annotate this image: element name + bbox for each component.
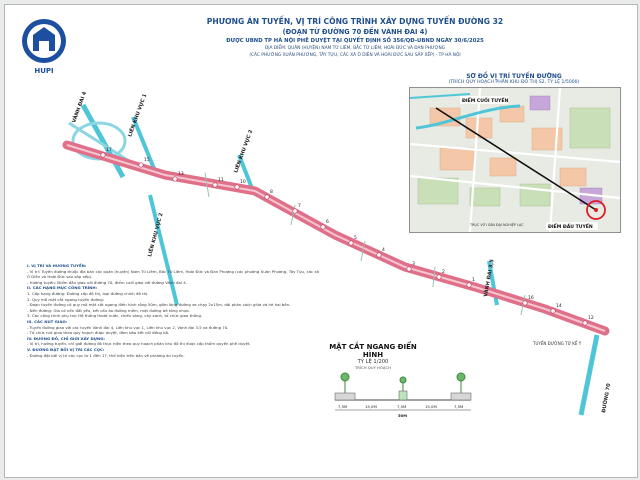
station-dot: [139, 163, 143, 167]
note-paragraph: - Vị trí, hướng tuyến, chỉ giới đường đỏ thực hiện theo quy hoạch phân khu đô thị được cấp thẩm quyền phê duyệt.: [27, 341, 251, 347]
station-dot: [551, 309, 555, 313]
cross-section: [335, 373, 471, 418]
note-heading: I. VỊ TRÍ VÀ HƯỚNG TUYẾN:: [27, 263, 87, 268]
station-number: 6: [326, 220, 329, 225]
station-number: 2: [442, 270, 445, 275]
approval-line: ĐƯỢC UBND TP HÀ NỘI PHÊ DUYỆT TẠI QUYẾT ĐỊNH SỐ 356/QĐ-UBND NGÀY 30/6/2025: [226, 38, 484, 44]
inset-map: [409, 87, 621, 233]
station-dot: [583, 321, 587, 325]
station-dot: [467, 283, 471, 287]
station-dot: [101, 153, 105, 157]
title-line2: (ĐOẠN TỪ ĐƯỜNG 70 ĐẾN VÀNH ĐAI 4): [282, 28, 428, 36]
cross-section-title: MẶT CẮT NGANG ĐIỂN HÌNH: [329, 343, 417, 359]
label-lien-khu-vuc-2-upper: LIÊN KHU VỰC 2: [233, 129, 255, 174]
inset-map-drawing: [410, 88, 620, 232]
note-paragraph: 3. Các công trình phụ trợ: Hệ thống thoát nước, chiếu sáng, cây xanh, tổ chức giao thông.: [27, 313, 203, 319]
station-dot: [349, 241, 353, 245]
label-duong-70: ĐƯỜNG 70: [601, 383, 613, 414]
cs-dim-1: 7,5M: [338, 404, 348, 409]
logo-text: HUPI: [34, 67, 54, 75]
road-duong-70: [581, 335, 597, 415]
note-paragraph: 2. Quy mô mặt cắt ngang tuyến đường:: [27, 296, 105, 302]
note-heading: V. ĐƯỜNG ĐẶT BỞI VỊ TRÍ CÁC CỌC:: [27, 346, 105, 352]
inset-end-label: ĐIỂM CUỐI TUYẾN: [462, 99, 509, 104]
cross-section-title-block: [323, 343, 423, 370]
note-paragraph: - Đường đặt bởi vị trí các cọc từ 1 đến 17, thể hiện trên bản vẽ phương án tuyến.: [27, 352, 185, 358]
station-number: 14: [556, 304, 562, 309]
station-number: 5: [354, 236, 357, 241]
station-dot: [523, 301, 527, 305]
location-line2: (CÁC PHƯỜNG XUÂN PHƯƠNG, TÂY TỰU, CÁC XÃ Ô DIÊN VÀ HOÀI ĐỨC SAU SẮP XẾP) - TP HÀ NỘI: [249, 53, 461, 58]
station-number: 17: [106, 148, 112, 153]
station-number: 7: [298, 204, 301, 209]
label-lien-khu-vuc-2-lower: LIÊN KHU VỰC 2: [147, 212, 165, 258]
station-number: 10: [240, 180, 246, 185]
cs-total: 50M: [398, 413, 408, 418]
station-number: 8: [270, 190, 273, 195]
title-line1: PHƯƠNG ÁN TUYẾN, VỊ TRÍ CÔNG TRÌNH XÂY DỰNG TUYẾN ĐƯỜNG 32: [206, 17, 504, 26]
cs-dim-3: 7,5M: [397, 404, 407, 409]
station-number: 3: [412, 262, 415, 267]
station-dot: [407, 267, 411, 271]
station-number: 11: [218, 178, 224, 183]
label-tuyen-duong: TUYẾN ĐƯỜNG TỪ KẾ Ý: [533, 341, 582, 346]
inset-bottom-label: TRỤC VỚI SÂN ĐẠI NGHIỆP LẠC: [470, 223, 524, 227]
station-dot: [321, 225, 325, 229]
station-dot: [377, 253, 381, 257]
station-dot: [213, 183, 217, 187]
road-vanh-dai-4: [83, 105, 123, 177]
label-lien-khu-vuc-1: LIÊN KHU VỰC 1: [127, 93, 149, 138]
inset-start-label: ĐIỂM ĐẦU TUYẾN: [548, 225, 593, 230]
note-paragraph: - Vị trí: Tuyến đường thuộc địa bàn các quận (huyện) Nam Từ Liêm, Bắc Từ Liêm, Hoài Đức và Đan Phượng (các phường Xuân Phương, Tây Tựu, các xã Ô Diên và Hoài Đức sau sắp xếp).: [27, 268, 320, 280]
station-number: 1: [472, 278, 475, 283]
station-number: 13: [178, 172, 184, 177]
note-paragraph: 1. Cấp hạng đường: Đường cấp đô thị, loại đường chính đô thị.: [27, 290, 149, 296]
station-dot: [265, 195, 269, 199]
notes-block: [27, 263, 323, 358]
note-paragraph: - Tổ chức nút giao theo quy hoạch được duyệt, đảm bảo kết nối đồng bộ.: [27, 330, 170, 336]
inset-title-block: [409, 73, 619, 85]
station-number: 12: [588, 316, 594, 321]
station-dot: [293, 209, 297, 213]
note-heading: III. CÁC NÚT GIAO:: [27, 318, 68, 324]
note-paragraph: - Đoạn tuyến đường có quy mô mặt cắt ngang điển hình rộng 50m, gồm lòng đường xe chạy 2x15m, dải phân cách giữa và hè hai bên.: [27, 302, 291, 308]
station-dot: [235, 185, 239, 189]
station-dot: [173, 177, 177, 181]
label-vanh-dai-4: VÀNH ĐAI 4: [71, 90, 89, 124]
inset-title: SƠ ĐỒ VỊ TRÍ TUYẾN ĐƯỜNG: [466, 73, 562, 80]
inset-subtitle: (TRÍCH QUY HOẠCH PHÂN KHU ĐÔ THỊ S2, TỶ LỆ 1/5000): [448, 80, 580, 85]
note-heading: IV. ĐƯỜNG ĐỎ, CHỈ GIỚI XÂY DỰNG:: [27, 335, 105, 341]
note-heading: II. CÁC HẠNG MỤC CÔNG TRÌNH:: [27, 285, 98, 291]
cs-dim-2: 15,0M: [365, 404, 377, 409]
note-paragraph: - Tuyến đường giao với các tuyến Vành đai 4, Liên khu vực 1, Liên khu vực 2, Vành đai 3,5 và đường 70.: [27, 324, 229, 330]
label-vanh-dai-3-5: VÀNH ĐAI 3,5: [483, 258, 496, 298]
cross-section-scale: TỶ LỆ 1/200: [357, 359, 389, 365]
station-number: 16: [528, 296, 534, 301]
location-line1: ĐỊA ĐIỂM: QUẬN (HUYỆN) NAM TỪ LIÊM, BẮC TỪ LIÊM, HOÀI ĐỨC VÀ ĐAN PHƯỢNG: [264, 46, 446, 51]
station-number: 15: [144, 158, 150, 163]
note-paragraph: - Hướng tuyến: Điểm đầu giao với đường 70, điểm cuối giao với đường Vành đai 4.: [27, 279, 187, 285]
station-number: 4: [382, 248, 385, 253]
note-paragraph: - Nền đường: Gia cố nền đất yếu, kết cấu áo đường mềm, mặt đường bê tông nhựa.: [27, 307, 190, 313]
cs-dim-5: 7,5M: [454, 404, 464, 409]
station-dot: [437, 275, 441, 279]
cs-dim-4: 15,0M: [425, 404, 437, 409]
drawing-sheet: [4, 4, 638, 478]
cross-section-note: TRÍCH QUY HOẠCH: [354, 365, 392, 370]
